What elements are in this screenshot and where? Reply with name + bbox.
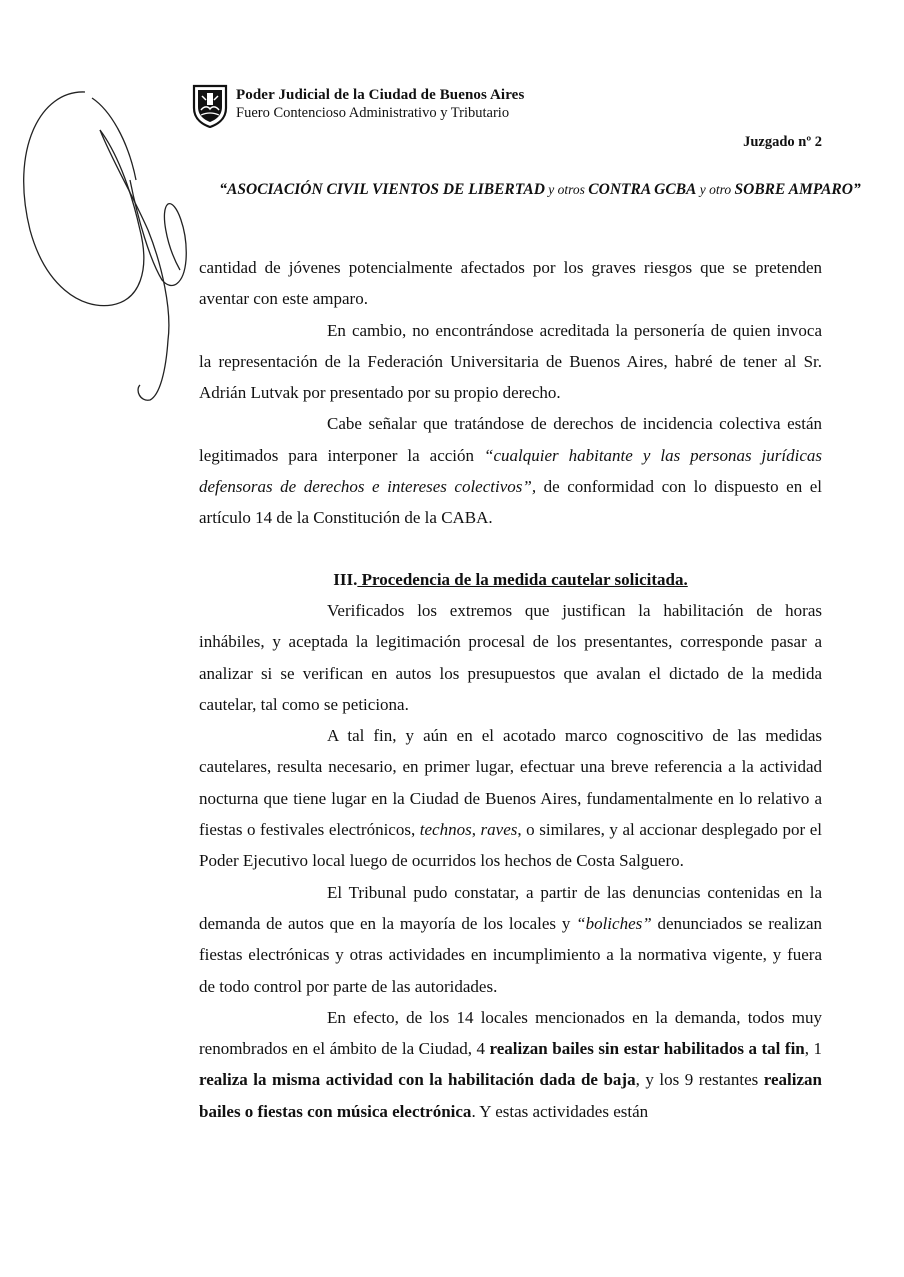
italic-term: technos [419, 820, 472, 840]
case-title-part: “ASOCIACIÓN CIVIL VIENTOS DE LIBERTAD [219, 181, 545, 198]
case-title [210, 177, 870, 202]
case-title-connector: y otros [544, 182, 589, 197]
case-title-part: CONTRA GCBA [588, 181, 697, 198]
bold-text: realizan bailes sin estar habilitados a tal fin [489, 1039, 805, 1059]
court-label: Juzgado nº 2 [743, 134, 822, 150]
case-title-part: SOBRE AMPARO” [734, 181, 861, 198]
paragraph-text: de conformidad con lo dispuesto en el artículo 14 de la Constitución de la CABA. [199, 477, 822, 528]
paragraph [199, 1002, 822, 1127]
paragraph-text: Cabe señalar que tratándose de derechos de incidencia colectiva están legitimados para interponer la acción [199, 414, 822, 465]
section-heading [199, 564, 822, 595]
letterhead [190, 82, 524, 128]
handwritten-signature [0, 70, 200, 410]
section-title: Procedencia de la medida cautelar solicitada. [357, 569, 688, 589]
case-title-connector: y otro [696, 182, 735, 197]
quoted-text: “boliches” [576, 913, 652, 933]
paragraph [199, 408, 822, 533]
italic-term: raves [480, 820, 518, 840]
paragraph [199, 877, 822, 1002]
paragraph-text: A tal fin, y aún en el acotado marco cognoscitivo de las medidas cautelares, resulta necesario, en primer lugar, efectuar una breve referencia a la actividad nocturna que tiene lugar en la Ciudad de Buenos Aires, fundamentalmente en lo relativo a fiestas o festivales electrónicos, [199, 726, 822, 840]
document-body [199, 252, 822, 1127]
bold-text: realiza la misma actividad con la habilitación dada de baja [199, 1070, 636, 1090]
paragraph: cantidad de jóvenes potencialmente afectados por los graves riesgos que se pretenden aventar con este amparo. [199, 258, 822, 309]
bold-text: realizan bailes o fiestas con música electrónica [199, 1070, 822, 1121]
quoted-text: “cualquier habitante y las personas jurídicas defensoras de derechos e intereses colectivos”, [199, 445, 823, 497]
paragraph-text: , [471, 820, 481, 840]
institution-name: Poder Judicial de la Ciudad de Buenos Aires [236, 87, 525, 103]
paragraph-text: . Y estas actividades están [471, 1101, 649, 1121]
paragraph-text: El Tribunal pudo constatar, a partir de las denuncias contenidas en la demanda de autos que en la mayoría de los locales y [199, 882, 822, 933]
jurisdiction-name: Fuero Contencioso Administrativo y Tributario [236, 105, 510, 121]
paragraph-text: , y los 9 restantes [635, 1070, 764, 1090]
paragraph [199, 720, 822, 876]
paragraph: En cambio, no encontrándose acreditada la personería de quien invoca la representación de la Federación Universitaria de Buenos Aires, habré de tener al Sr. Adrián Lutvak por presentado por su propio derecho. [199, 320, 822, 403]
city-coat-of-arms-icon [190, 82, 230, 128]
paragraph-text: denunciados se realizan fiestas electrónicas y otras actividades en incumplimiento a la normativa vigente, y fuera de todo control por parte de las autoridades. [199, 913, 822, 996]
paragraph-text: En efecto, de los 14 locales mencionados en la demanda, todos muy renombrados en el ámbito de la Ciudad, 4 [199, 1007, 822, 1059]
paragraph: Verificados los extremos que justifican la habilitación de horas inhábiles, y aceptada la legitimación procesal de los presentantes, corresponde pasar a analizar si se verifican en autos los presupuestos que avalan el dictado de la medida cautelar, tal como se peticiona. [199, 600, 822, 714]
paragraph-text: , 1 [804, 1039, 823, 1059]
paragraph-text: , o similares, y al accionar desplegado por el Poder Ejecutivo local luego de ocurridos los hechos de Costa Salguero. [199, 820, 822, 871]
section-number: III. [333, 569, 358, 589]
